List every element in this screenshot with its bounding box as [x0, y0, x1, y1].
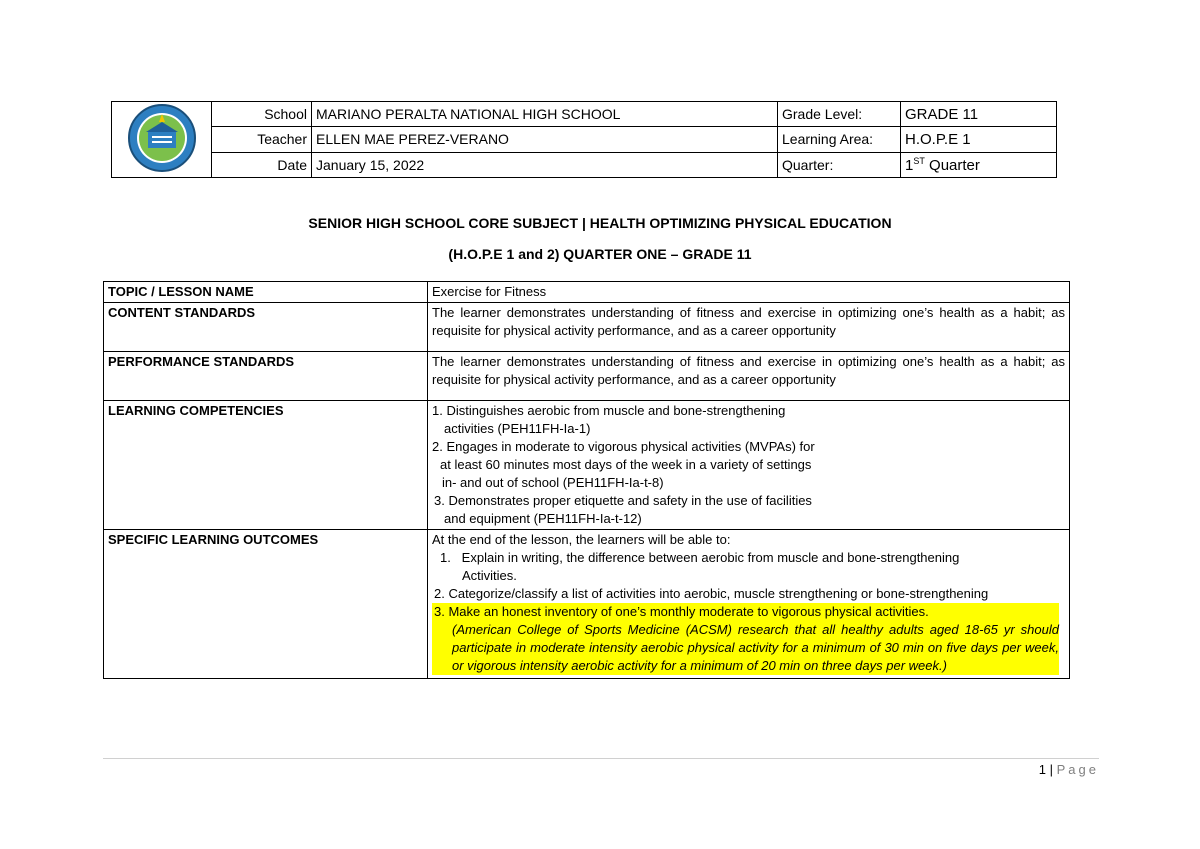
highlighted-list-item: 3. Make an honest inventory of one’s monthly moderate to vigorous physical activities.	[432, 603, 1059, 621]
quarter-label: Quarter:	[778, 152, 901, 177]
outcomes-label: SPECIFIC LEARNING OUTCOMES	[104, 530, 428, 679]
table-row	[104, 303, 1070, 352]
table-row	[104, 282, 1070, 303]
table-row	[104, 530, 1070, 679]
quarter-text: Quarter	[924, 156, 980, 174]
grade-label: Grade Level:	[778, 102, 901, 127]
document-title: SENIOR HIGH SCHOOL CORE SUBJECT | HEALTH OPTIMIZING PHYSICAL EDUCATION	[308, 215, 892, 231]
list-item: 1. Explain in writing, the difference between aerobic from muscle and bone-strengthening	[440, 550, 960, 565]
content-standards-value: The learner demonstrates understanding of fitness and exercise in optimizing one’s health as a habit; as requisite for physical activity performance, and as a career opportunity	[428, 303, 1070, 352]
date-label: Date	[212, 152, 312, 177]
quarter-number: 1	[905, 156, 914, 174]
list-item: in- and out of school (PEH11FH-Ia-t-8)	[442, 475, 664, 490]
list-item: 2. Categorize/classify a list of activities into aerobic, muscle strengthening or bone-strengthening	[434, 586, 989, 601]
page-separator: |	[1046, 762, 1057, 777]
content-standards-label: CONTENT STANDARDS	[104, 303, 428, 352]
topic-label: TOPIC / LESSON NAME	[104, 282, 428, 303]
header-table	[111, 101, 1057, 178]
list-item: 3. Demonstrates proper etiquette and safety in the use of facilities	[434, 493, 812, 508]
footer-divider	[103, 758, 1099, 759]
area-value: H.O.P.E 1	[901, 127, 1057, 152]
quarter-suffix: ST	[913, 155, 925, 166]
acsm-note: (American College of Sports Medicine (ACSM) research that all healthy adults aged 18-65 yr should participate in moderate intensity aerobic physical activity for a minimum of 30 min on five days per week, or vigorous intensity aerobic activity for a minimum of 20 min on three days per week.)	[432, 621, 1059, 675]
list-item: At the end of the lesson, the learners will be able to:	[432, 532, 731, 547]
date-value: January 15, 2022	[312, 152, 778, 177]
table-row	[104, 401, 1070, 530]
page-number-value: 1	[1038, 762, 1047, 777]
table-row	[104, 352, 1070, 401]
list-item: 1. Distinguishes aerobic from muscle and bone-strengthening	[432, 403, 786, 418]
competencies-value	[428, 401, 1070, 530]
teacher-value: ELLEN MAE PEREZ-VERANO	[312, 127, 778, 152]
list-item: activities (PEH11FH-Ia-1)	[444, 421, 591, 436]
lesson-table	[103, 281, 1070, 679]
page-word: Page	[1056, 762, 1099, 777]
performance-standards-value: The learner demonstrates understanding of fitness and exercise in optimizing one’s health as a habit; as requisite for physical activity performance, and as a career opportunity	[428, 352, 1070, 401]
school-seal-icon	[114, 102, 210, 174]
list-item: Activities.	[462, 568, 517, 583]
school-value: MARIANO PERALTA NATIONAL HIGH SCHOOL	[312, 102, 778, 127]
quarter-value	[901, 152, 1057, 177]
list-item: and equipment (PEH11FH-Ia-t-12)	[444, 511, 642, 526]
topic-value: Exercise for Fitness	[428, 282, 1070, 303]
document-subtitle: (H.O.P.E 1 and 2) QUARTER ONE – GRADE 11	[448, 246, 752, 262]
list-item: at least 60 minutes most days of the week in a variety of settings	[440, 457, 812, 472]
area-label: Learning Area:	[778, 127, 901, 152]
competencies-label: LEARNING COMPETENCIES	[104, 401, 428, 530]
teacher-label: Teacher	[212, 127, 312, 152]
performance-standards-label: PERFORMANCE STANDARDS	[104, 352, 428, 401]
school-logo	[112, 102, 212, 178]
grade-value: GRADE 11	[901, 102, 1057, 127]
list-item: 2. Engages in moderate to vigorous physical activities (MVPAs) for	[432, 439, 815, 454]
school-label: School	[212, 102, 312, 127]
page-number	[1039, 762, 1099, 777]
outcomes-value	[428, 530, 1070, 679]
